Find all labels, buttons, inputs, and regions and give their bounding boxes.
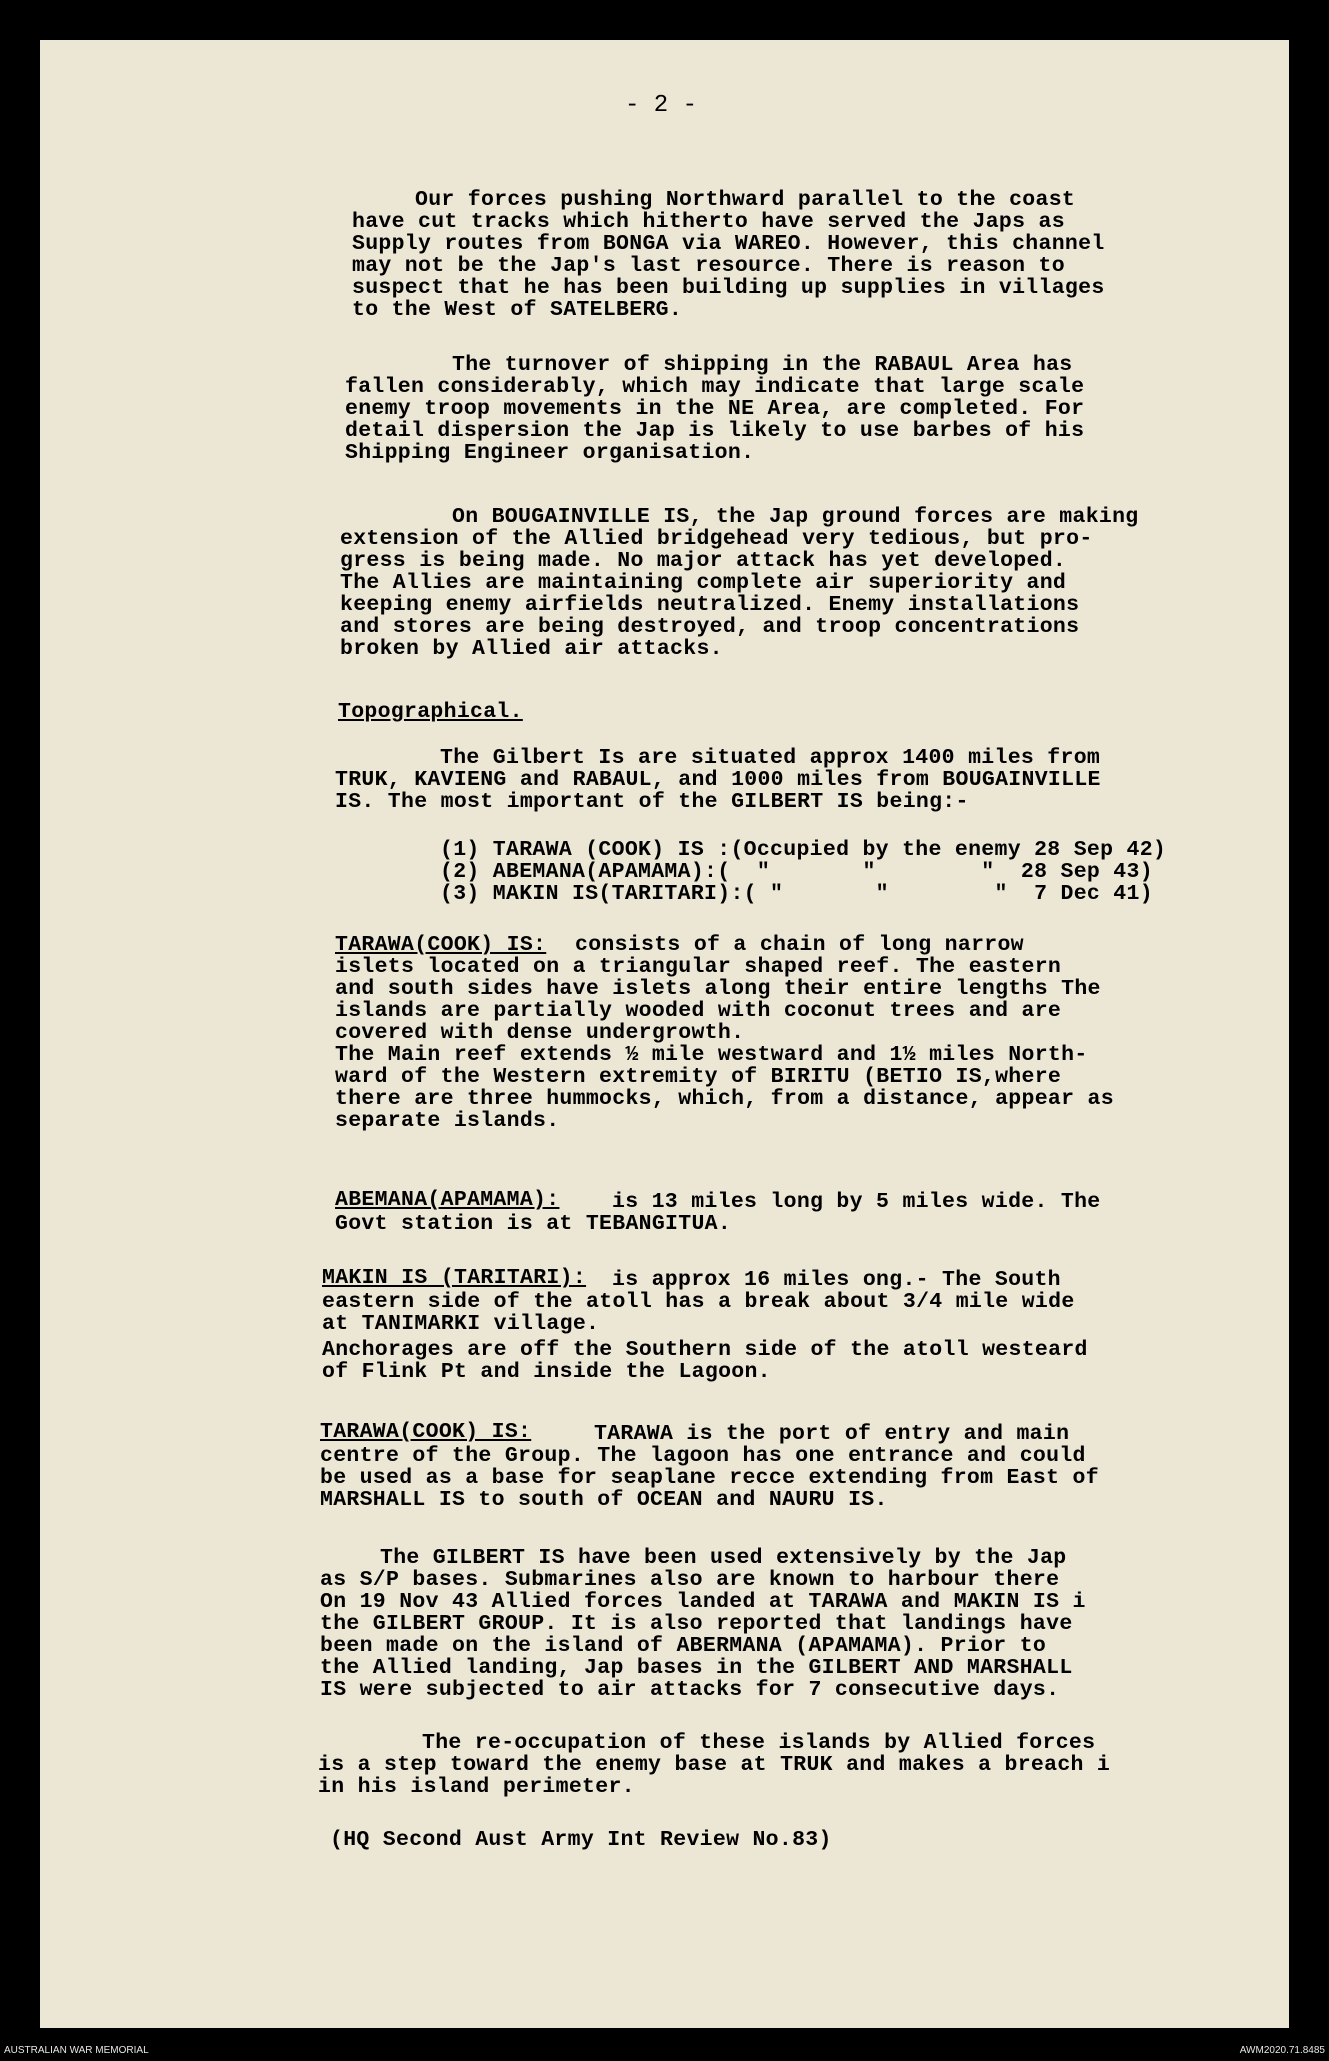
para5-line: IS were subjected to air attacks for 7 consecutive days. (320, 1678, 1060, 1702)
para3-line: extension of the Allied bridgehead very tedious, but pro- (340, 527, 1093, 551)
para3-line: keeping enemy airfields neutralized. Enemy installations (340, 593, 1080, 617)
para2-line: fallen considerably, which may indicate that large scale (345, 375, 1085, 399)
tarawa-port-heading: TARAWA(COOK) IS: (320, 1420, 532, 1444)
para5-line: as S/P bases. Submarines also are known to harbour there (320, 1568, 1060, 1592)
island-list-item: (1) TARAWA (COOK) IS :(Occupied by the enemy 28 Sep 42) (440, 838, 1167, 862)
section-heading-topographical: Topographical. (338, 700, 523, 724)
para1-line: to the West of SATELBERG. (352, 298, 683, 322)
para4-line: The Gilbert Is are situated approx 1400 miles from (440, 746, 1101, 770)
island-list-item: (2) ABEMANA(APAMAMA):( " " " 28 Sep 43) (440, 860, 1153, 884)
makin-line: eastern side of the atoll has a break about 3/4 mile wide (322, 1290, 1075, 1314)
para1-line: Our forces pushing Northward parallel to the coast (415, 188, 1076, 212)
para2-line: detail dispersion the Jap is likely to use barbes of his (345, 419, 1085, 443)
para1-line: may not be the Jap's last resource. There is reason to (352, 254, 1065, 278)
para5-line: the Allied landing, Jap bases in the GILBERT AND MARSHALL (320, 1656, 1073, 1680)
page-number: - 2 - (625, 92, 698, 119)
para6-line: is a step toward the enemy base at TRUK and makes a breach i (318, 1753, 1111, 1777)
tarawa-line: consists of a chain of long narrow (575, 933, 1024, 957)
makin-line: of Flink Pt and inside the Lagoon. (322, 1360, 771, 1384)
para3-line: and stores are being destroyed, and troop concentrations (340, 615, 1080, 639)
abemana-line: Govt station is at TEBANGITUA. (335, 1212, 732, 1236)
makin-line: at TANIMARKI village. (322, 1312, 600, 1336)
tarawa-line: separate islands. (335, 1109, 560, 1133)
para1-line: suspect that he has been building up supplies in villages (352, 276, 1105, 300)
tarawa-line: covered with dense undergrowth. (335, 1021, 745, 1045)
para5-line: been made on the island of ABERMANA (APAMAMA). Prior to (320, 1634, 1047, 1658)
para2-line: enemy troop movements in the NE Area, are completed. For (345, 397, 1085, 421)
para1-line: Supply routes from BONGA via WAREO. However, this channel (352, 232, 1105, 256)
para2-line: The turnover of shipping in the RABAUL Area has (452, 353, 1073, 377)
footer-accession-number: AWM2020.71.8485 (1239, 2045, 1325, 2056)
para1-line: have cut tracks which hitherto have served the Japs as (352, 210, 1065, 234)
abemana-line: is 13 miles long by 5 miles wide. The (612, 1190, 1101, 1214)
makin-line: is approx 16 miles ong.- The South (612, 1268, 1061, 1292)
tarawa-heading: TARAWA(COOK) IS: (335, 933, 547, 957)
abemana-heading: ABEMANA(APAMAMA): (335, 1188, 560, 1212)
tarawa-port-line: TARAWA is the port of entry and main (594, 1422, 1070, 1446)
footer-bar (0, 2042, 1329, 2061)
para4-line: IS. The most important of the GILBERT IS being:- (335, 790, 969, 814)
tarawa-port-line: MARSHALL IS to south of OCEAN and NAURU IS. (320, 1488, 888, 1512)
para3-line: broken by Allied air attacks. (340, 637, 723, 661)
tarawa-line: islets located on a triangular shaped reef. The eastern (335, 955, 1062, 979)
para3-line: gress is being made. No major attack has yet developed. (340, 549, 1067, 573)
para2-line: Shipping Engineer organisation. (345, 441, 755, 465)
makin-line: Anchorages are off the Southern side of the atoll westeard (322, 1338, 1088, 1362)
tarawa-port-line: centre of the Group. The lagoon has one entrance and could (320, 1444, 1086, 1468)
para3-line: The Allies are maintaining complete air superiority and (340, 571, 1067, 595)
island-list-item: (3) MAKIN IS(TARITARI):( " " " 7 Dec 41) (440, 882, 1153, 906)
para6-line: The re-occupation of these islands by Allied forces (422, 1731, 1096, 1755)
footer-institution: AUSTRALIAN WAR MEMORIAL (4, 2045, 149, 2056)
para4-line: TRUK, KAVIENG and RABAUL, and 1000 miles from BOUGAINVILLE (335, 768, 1101, 792)
tarawa-port-line: be used as a base for seaplane recce extending from East of (320, 1466, 1099, 1490)
source-citation: (HQ Second Aust Army Int Review No.83) (330, 1828, 832, 1852)
para6-line: in his island perimeter. (318, 1775, 635, 1799)
tarawa-line: islands are partially wooded with coconut trees and are (335, 999, 1062, 1023)
tarawa-line: The Main reef extends ½ mile westward and 1½ miles North- (335, 1043, 1088, 1067)
makin-heading: MAKIN IS (TARITARI): (322, 1266, 587, 1290)
tarawa-line: and south sides have islets along their entire lengths The (335, 977, 1101, 1001)
para5-line: On 19 Nov 43 Allied forces landed at TARAWA and MAKIN IS i (320, 1590, 1086, 1614)
tarawa-line: ward of the Western extremity of BIRITU (BETIO IS,where (335, 1065, 1062, 1089)
tarawa-line: there are three hummocks, which, from a distance, appear as (335, 1087, 1114, 1111)
para5-line: The GILBERT IS have been used extensively by the Jap (380, 1546, 1067, 1570)
para3-line: On BOUGAINVILLE IS, the Jap ground forces are making (452, 505, 1139, 529)
para5-line: the GILBERT GROUP. It is also reported that landings have (320, 1612, 1073, 1636)
